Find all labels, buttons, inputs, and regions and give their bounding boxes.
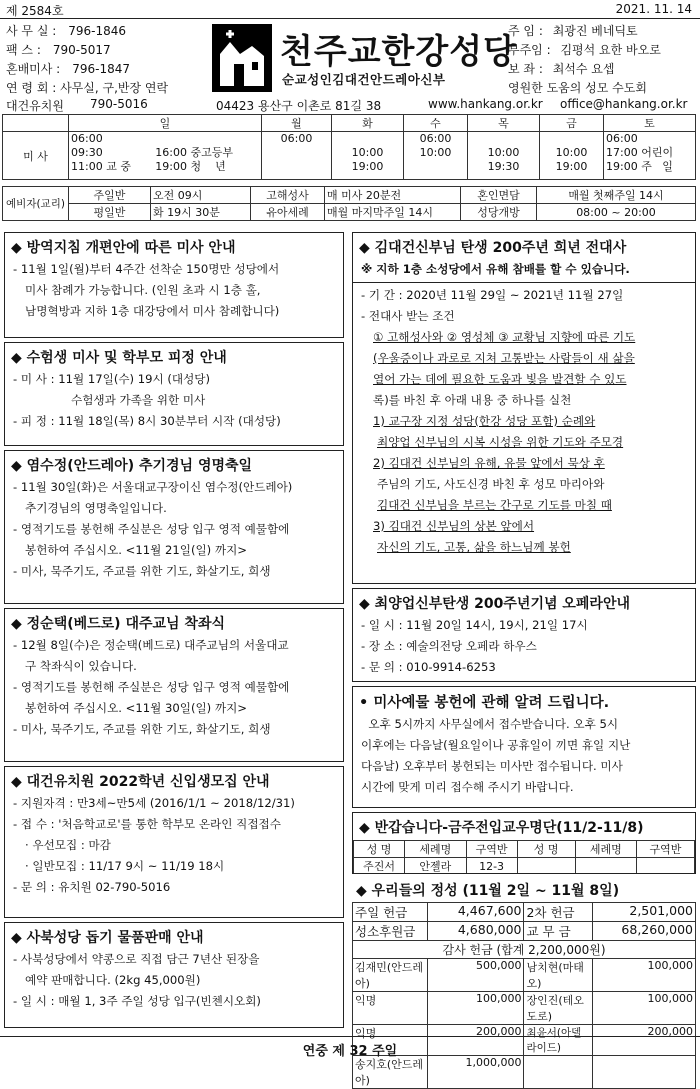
sun-mass-b: 16:00 중고등부 19:00 청 년 [153,132,261,180]
notice-opera [352,588,696,682]
website-link[interactable]: www.hankang.or.kr [428,97,543,111]
newcomer-header: 세례명 [405,841,466,858]
day-mon: 월 [262,115,332,132]
offering-value: 68,260,000 [593,922,696,941]
notice-line: - 문 의 : 010-9914-6253 [361,660,496,674]
fri-mass: 10:00 19:00 [540,132,604,180]
offering-value: 4,467,600 [428,903,524,922]
notice-line: - 미사, 묵주기도, 주교를 위한 기도, 화살기도, 희생 [13,564,271,578]
notice-line: - 미 사 : 11월 17일(수) 19시 (대성당) [13,372,211,386]
notice-line: - 11월 30일(화)은 서울대교구장이신 염수정(안드레아) [13,480,293,494]
newcomer-cell: 12-3 [466,858,517,875]
donor-name: 익명 [353,992,428,1025]
sac-cell: 혼인면담 [461,187,537,204]
notice-line: - 피 정 : 11월 18일(목) 8시 30분부터 시작 (대성당) [13,414,281,428]
church-title: 천주교한강성당 [280,32,517,72]
notice-title: ◆ 최양업신부탄생 200주년기념 오페라안내 [359,596,630,612]
donor-name: 장인진(테오도로) [524,992,593,1025]
newcomer-cell [575,858,636,875]
email-link[interactable]: office@hankang.or.kr [560,97,688,111]
notice-kindergarten [4,766,344,918]
notice-line: - 장 소 : 예술의전당 오페라 하우스 [361,639,537,653]
donor-name: 송지호(안드레아) [353,1056,428,1089]
notice-title: ◆ 대건유치원 2022학년 신입생모집 안내 [11,774,270,790]
notice-title: ◆ 수험생 미사 및 학부모 피정 안내 [11,350,227,366]
newcomer-header: 구역반 [466,841,517,858]
day-sat: 토 [604,115,696,132]
newcomer-header: 세례명 [575,841,636,858]
kinder-label: 대건유치원 [6,99,64,113]
notice-line: - 전대사 받는 조건 [361,309,455,323]
catechumen-label: 예비자(교리) [3,187,69,221]
notice-line: (우울증이나 과로로 지쳐 고통받는 사람들이 새 삶을 [373,351,635,365]
offering-label: 주일 헌금 [353,903,428,922]
notice-line: 3) 김대건 신부님의 상본 앞에서 [373,519,535,533]
notice-kim-jubilee [352,232,696,584]
offering-table [352,902,696,1089]
donor-name: 남치현(마태오) [524,959,593,992]
donor-amount: 100,000 [593,992,696,1025]
day-wed: 수 [404,115,468,132]
sacrament-table [2,186,696,221]
notice-line: - 기 간 : 2020년 11월 29일 ~ 2021년 11월 27일 [361,288,624,302]
kinder-phone: 790-5016 [90,97,148,111]
tue-mass: 10:00 19:00 [332,132,404,180]
day-tue: 화 [332,115,404,132]
newcomer-cell: 주진서 [354,858,405,875]
day-fri: 금 [540,115,604,132]
assistant-label: 보 좌 : [508,62,543,76]
welcome-newcomers [352,812,696,874]
notice-line: 봉헌하여 주십시오. <11월 30일(일) 까지> [25,701,248,715]
footer-rule [0,1036,700,1037]
office-label: 사 무 실 : [6,24,57,38]
notice-line: - 12월 8일(수)은 정순택(베드로) 대주교님의 서울대교 [13,638,289,652]
notice-line: - 일 시 : 11월 20일 14시, 19시, 21일 17시 [361,618,588,632]
donor-amount: 200,000 [593,1025,696,1056]
office-phone: 796-1846 [68,24,127,38]
sac-cell: 성당개방 [461,204,537,221]
newcomer-header: 성 명 [354,841,405,858]
liturgical-week: 연중 제 32 주일 [302,1044,398,1059]
donor-amount [593,1056,696,1089]
sac-cell: 평일반 [69,204,151,221]
offering-label: 2차 헌금 [524,903,593,922]
notice-archbishop [4,608,344,762]
notice-title: ◆ 김대건신부님 탄생 200주년 희년 전대사 [359,240,627,256]
notice-line: 주님의 기도, 사도신경 바친 후 성모 마리아와 [377,477,605,491]
donor-name: 김재민(안드레아) [353,959,428,992]
sac-cell: 매 미사 20분전 [325,187,461,204]
assistant-name: 최석수 요셉 [552,62,615,76]
donor-amount: 200,000 [428,1025,524,1056]
notice-line: 수험생과 가족을 위한 미사 [71,393,206,407]
notice-line: - 일 시 : 매월 1, 3주 주일 성당 입구(빈첸시오회) [13,994,261,1008]
address: 04423 용산구 이촌로 81길 38 [216,99,382,113]
notice-line: 록)를 바친 후 아래 내용 중 하나를 실천 [373,393,572,407]
contact-left [6,22,168,98]
sac-cell: 화 19시 30분 [151,204,251,221]
sac-cell: 오전 09시 [151,187,251,204]
day-sun: 일 [69,115,262,132]
pastor-label: 주 임 : [508,24,543,38]
sac-cell: 고해성사 [251,187,325,204]
donor-amount: 500,000 [428,959,524,992]
notice-line: 예약 판매합니다. (2kg 45,000원) [25,973,201,987]
notice-title: ◆ 반갑습니다-금주전입교우명단(11/2-11/8) [359,820,644,836]
sac-cell: 매월 첫째주일 14시 [537,187,696,204]
notice-line: 2) 김대건 신부님의 유해, 유물 앞에서 묵상 후 [373,456,605,470]
day-thu: 목 [468,115,540,132]
offering-value: 2,501,000 [593,903,696,922]
notice-line: 1) 교구장 지정 성당(한강 성당 포함) 순례와 [373,414,596,428]
thanks-total: 감사 헌금 (합계 2,200,000원) [353,941,696,959]
notice-exam-mass [4,342,344,446]
mass-schedule-table [2,114,696,180]
fax-number: 790-5017 [52,43,111,57]
offering-value: 4,680,000 [428,922,524,941]
associate-name: 김평석 요한 바오로 [560,43,661,57]
offering-report [352,876,696,1087]
notice-line: 오후 5시까지 사무실에서 접수받습니다. 오후 5시 [361,717,619,731]
notice-line: 다음날) 오후부터 봉헌되는 미사만 접수됩니다. 미사 [361,759,623,773]
newcomer-cell: 안젤라 [405,858,466,875]
notice-line: 구 착좌식이 있습니다. [25,659,137,673]
notice-title: ◆ 방역지침 개편안에 따른 미사 안내 [11,240,236,256]
notice-line: - 미사, 묵주기도, 주교를 위한 기도, 화살기도, 희생 [13,722,271,736]
associate-label: 부주임 : [508,43,551,57]
notice-line: 이후에는 다음날(월요일이나 공휴일이 끼면 휴일 지난 [361,738,631,752]
funeral-label: 연 령 회 : 사무실, 구,반장 연락 [6,81,169,95]
newcomer-cell [517,858,575,875]
sac-cell: 매월 마지막주일 14시 [325,204,461,221]
church-logo-icon [212,24,272,92]
notice-line: 김대건 신부님을 부르는 간구로 기도를 마칠 때 [377,498,612,512]
church-subtitle: 순교성인김대건안드레아신부 [282,72,446,87]
notice-line: · 우선모집 : 마감 [25,838,111,852]
notice-mass-offering [352,686,696,808]
notice-line: 시간에 맞게 미리 접수해 주시기 바랍니다. [361,780,574,794]
wed-mass: 06:00 10:00 [404,132,468,180]
issue-date: 2021. 11. 14 [615,2,692,16]
donor-amount: 1,000,000 [428,1056,524,1089]
donor-amount: 100,000 [593,959,696,992]
sac-cell: 주일반 [69,187,151,204]
sat-mass: 06:00 17:00 어린이 19:00 주 일 [604,132,696,180]
notice-sabuk-sale [4,922,344,1028]
notice-title: ◆ 우리들의 정성 (11월 2일 ~ 11월 8일) [356,883,620,899]
fax-label: 팩 스 : [6,43,41,57]
notice-title: • 미사예물 봉헌에 관해 알려 드립니다. [359,695,610,711]
notice-title: ◆ 염수정(안드레아) 추기경님 영명축일 [11,458,253,474]
notice-title: ◆ 정순택(베드로) 대주교님 착좌식 [11,616,225,632]
notice-line: - 지원자격 : 만3세~만5세 (2016/1/1 ~ 2018/12/31) [13,796,295,810]
donor-amount: 100,000 [428,992,524,1025]
newcomer-header: 성 명 [517,841,575,858]
newcomer-cell [637,858,695,875]
notice-cardinal-feast [4,450,344,604]
notice-line: 봉헌하여 주십시오. <11월 21일(일) 까지> [25,543,248,557]
notice-line: - 사북성당에서 약콩으로 직접 담근 7년산 된장을 [13,952,260,966]
newcomer-table [353,840,695,874]
notice-line: · 일반모집 : 11/17 9시 ~ 11/19 18시 [25,859,225,873]
sun-mass-a: 06:00 09:30 11:00 교 중 [69,132,154,180]
header-rule [0,18,700,19]
notice-subtitle: ※ 지하 1층 소성당에서 유해 참배를 할 수 있습니다. [361,262,630,276]
sac-cell: 08:00 ~ 20:00 [537,204,696,221]
wedding-phone: 796-1847 [72,62,131,76]
notice-line: 최양업 신부님의 시복 시성을 위한 기도와 주모경 [377,435,624,449]
pastor-name: 최광진 베네딕토 [552,24,638,38]
wedding-label: 혼배미사 : [6,62,61,76]
issue-number: 제 2584호 [6,4,64,18]
mass-label: 미 사 [3,132,69,180]
offering-label: 성소후원금 [353,922,428,941]
donor-name: 익명 [353,1025,428,1056]
notice-mass-guideline [4,232,344,338]
newcomer-header: 구역반 [637,841,695,858]
offering-label: 교 무 금 [524,922,593,941]
sac-cell: 유아세례 [251,204,325,221]
notice-line: 열어 가는 데에 필요한 도움과 빛을 발견할 수 있도 [373,372,627,386]
notice-line: 자신의 기도, 고통, 삶을 하느님께 봉헌 [377,540,571,554]
donor-name [524,1056,593,1089]
convent-name: 영원한 도움의 성모 수도회 [508,81,647,95]
thu-mass: 10:00 19:30 [468,132,540,180]
notice-line: ① 고해성사와 ② 영성체 ③ 교황님 지향에 따른 기도 [373,330,636,344]
notice-line: 미사 참례가 가능합니다. (인원 초과 시 1층 홀, [25,283,261,297]
notice-title: ◆ 사북성당 돕기 물품판매 안내 [11,930,204,946]
clergy-list [508,22,661,98]
notice-line: 남명혁방과 지하 1층 대강당에서 미사 참례합니다) [25,304,280,318]
notice-line: - 접 수 : '처음학교로'를 통한 학부모 온라인 직접접수 [13,817,281,831]
donor-name: 최윤서(아델라이드) [524,1025,593,1056]
notice-line: - 영적기도를 봉헌해 주실분은 성당 입구 영적 예물함에 [13,680,290,694]
notice-line: 추기경님의 영명축일입니다. [25,501,167,515]
notice-line: - 영적기도를 봉헌해 주실분은 성당 입구 영적 예물함에 [13,522,290,536]
notice-line: - 문 의 : 유치원 02-790-5016 [13,880,171,894]
mon-mass: 06:00 [262,132,332,180]
notice-line: - 11월 1일(월)부터 4주간 선착순 150명만 성당에서 [13,262,280,276]
